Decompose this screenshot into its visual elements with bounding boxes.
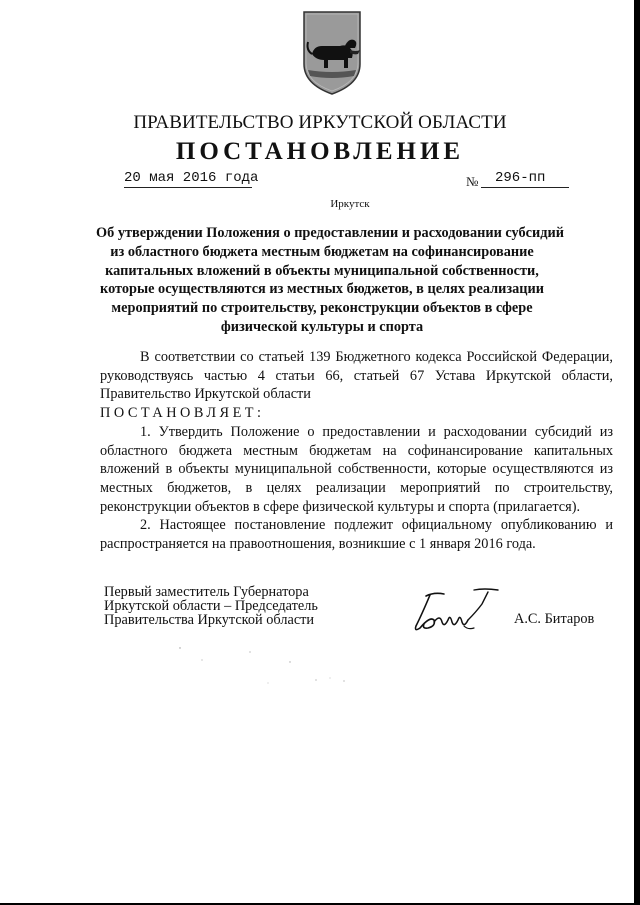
signer-position-line: Иркутской области – Председатель — [104, 598, 318, 615]
government-name: ПРАВИТЕЛЬСТВО ИРКУТСКОЙ ОБЛАСТИ — [133, 112, 507, 133]
preamble-paragraph: В соответствии со статьей 139 Бюджетного кодекса Российской Федерации, руководствуясь частью 4 статьи 66, статьей 67 Устава Иркутской области, Правительство Иркутской области — [100, 349, 613, 403]
subject-line: Об утверждении Положения о предоставлении и расходовании субсидий — [96, 225, 564, 241]
document-number: 296-пп — [481, 170, 569, 188]
document-date: 20 мая 2016 года — [124, 170, 259, 186]
resolves-heading: ПОСТАНОВЛЯЕТ: — [100, 405, 265, 422]
signer-position-line: Первый заместитель Губернатора — [104, 584, 309, 600]
document-body — [100, 348, 613, 554]
irkutsk-coat-of-arms-icon — [300, 8, 364, 96]
scan-edge-right — [634, 0, 640, 905]
city-name: Иркутск — [330, 198, 370, 210]
handwritten-signature-icon — [404, 586, 504, 636]
document-subject — [96, 224, 564, 337]
item-1-paragraph: 1. Утвердить Положение о предоставлении и расходовании субсидий из областного бюджета местным бюджетам на софинансирование капитальных вложений в объекты муниципальной собственности, которые осуществляются из местных бюджетов, в целях реализации мероприятий по строительству, реконструкции объектов в сфере физической культуры и спорта (прилагается). — [100, 423, 613, 515]
signer-name: А.С. Битаров — [514, 611, 595, 627]
signer-position — [104, 585, 318, 628]
signer-position-line: Правительства Иркутской области — [104, 612, 315, 629]
subject-line: из областного бюджета местным бюджетам на софинансирование — [110, 243, 534, 260]
subject-line: мероприятий по строительству, реконструкции объектов в сфере — [111, 300, 533, 317]
scan-noise — [140, 640, 360, 690]
number-sign: № — [466, 174, 479, 189]
subject-line: капитальных вложений в объекты муниципальной собственности, — [105, 262, 539, 279]
subject-line: которые осуществляются из местных бюджетов, в целях реализации — [100, 281, 544, 298]
item-2-paragraph: 2. Настоящее постановление подлежит официальному опубликованию и распространяется на правоотношения, возникшие с 1 января 2016 года. — [100, 517, 613, 553]
subject-line: физической культуры и спорта — [220, 318, 424, 335]
document-type-title: ПОСТАНОВЛЕНИЕ — [175, 138, 465, 165]
